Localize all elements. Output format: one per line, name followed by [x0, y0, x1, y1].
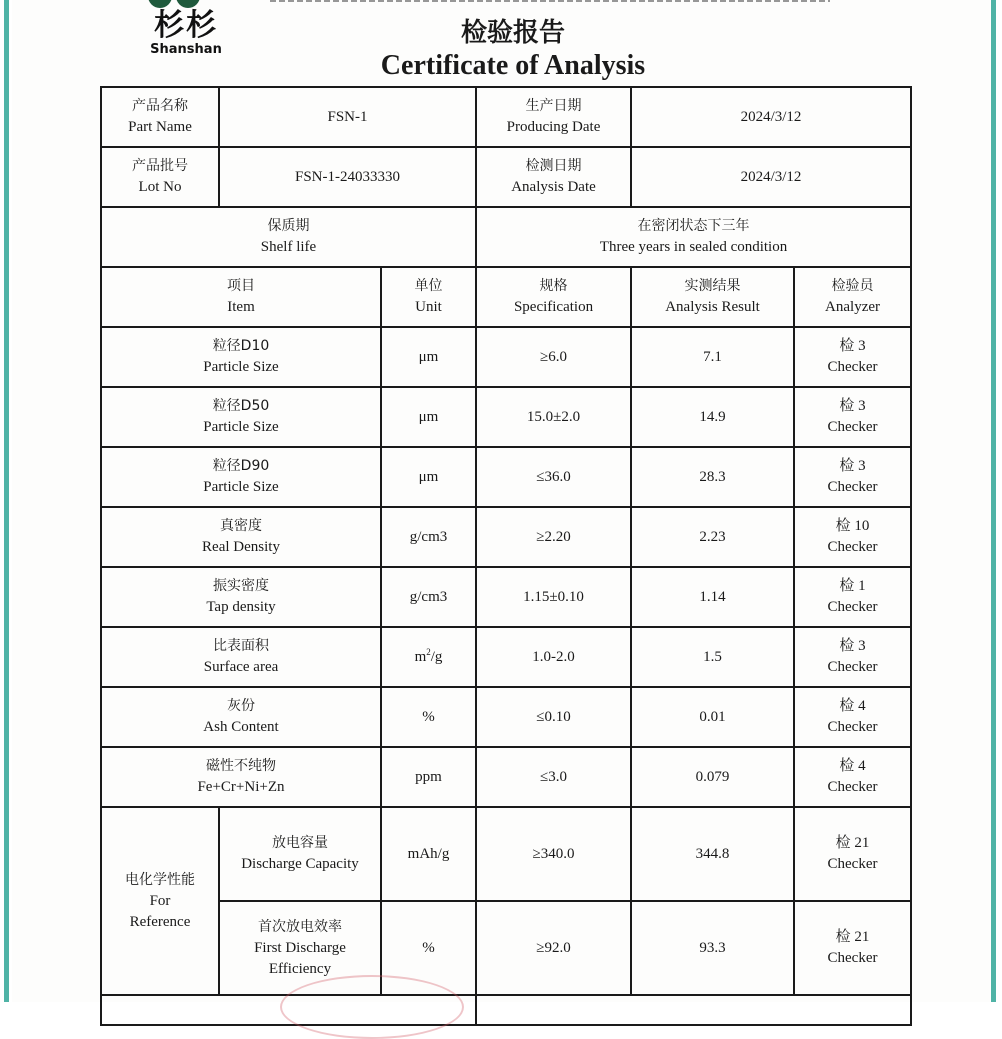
- spec-cell: ≤36.0: [476, 447, 631, 507]
- result-cell: 344.8: [631, 807, 794, 901]
- table-row: [101, 687, 911, 747]
- item-cell: 磁性不纯物 Fe+Cr+Ni+Zn: [101, 747, 381, 807]
- company-name-cropped: [270, 0, 830, 4]
- electrochem-group-label: 电化学性能 For Reference: [101, 807, 219, 995]
- unit-cell: %: [381, 687, 476, 747]
- table-row: [101, 567, 911, 627]
- result-cell: 7.1: [631, 327, 794, 387]
- table-row: [101, 627, 911, 687]
- table-row: [101, 901, 911, 995]
- analyzer-cell: 检 10 Checker: [794, 507, 911, 567]
- column-header-specification: 规格 Specification: [476, 267, 631, 327]
- table-row: [101, 507, 911, 567]
- unit-cell: $m^2/g$: [381, 627, 476, 687]
- analysis-date-label: 检测日期 Analysis Date: [476, 147, 631, 207]
- spec-cell: ≥92.0: [476, 901, 631, 995]
- footer-row: [101, 995, 911, 1025]
- column-header-unit: 单位 Unit: [381, 267, 476, 327]
- analyzer-cell: 检 3 Checker: [794, 627, 911, 687]
- lot-no-row: [101, 147, 911, 207]
- result-cell: 1.14: [631, 567, 794, 627]
- frame-border-left: [4, 0, 9, 1002]
- result-cell: 14.9: [631, 387, 794, 447]
- report-title-en: Certificate of Analysis: [380, 50, 646, 81]
- spec-cell: ≤0.10: [476, 687, 631, 747]
- column-header-row: [101, 267, 911, 327]
- certificate-table: [100, 86, 912, 1026]
- part-name-value: FSN-1: [219, 87, 476, 147]
- item-cell: 粒径D50 Particle Size: [101, 387, 381, 447]
- unit-cell: g/cm3: [381, 507, 476, 567]
- logo-text-cn: 杉杉: [154, 8, 218, 43]
- result-cell: 28.3: [631, 447, 794, 507]
- unit-cell: μm: [381, 447, 476, 507]
- shelf-life-label: 保质期 Shelf life: [101, 207, 476, 267]
- analyzer-cell: 检 3 Checker: [794, 327, 911, 387]
- producing-date-label: 生产日期 Producing Date: [476, 87, 631, 147]
- result-cell: 93.3: [631, 901, 794, 995]
- analyzer-cell: 检 21 Checker: [794, 901, 911, 995]
- column-header-analyzer: 检验员 Analyzer: [794, 267, 911, 327]
- unit-cell: ppm: [381, 747, 476, 807]
- unit-cell: mAh/g: [381, 807, 476, 901]
- spec-cell: 15.0±2.0: [476, 387, 631, 447]
- item-cell: 粒径D90 Particle Size: [101, 447, 381, 507]
- analyzer-cell: 检 4 Checker: [794, 687, 911, 747]
- result-cell: 1.5: [631, 627, 794, 687]
- result-cell: 2.23: [631, 507, 794, 567]
- logo-text-en: Shanshan: [150, 42, 222, 57]
- analysis-date-value: 2024/3/12: [631, 147, 911, 207]
- spec-cell: ≥340.0: [476, 807, 631, 901]
- part-name-label: 产品名称 Part Name: [101, 87, 219, 147]
- lot-no-value: FSN-1-24033330: [219, 147, 476, 207]
- footer-cell-right: [476, 995, 911, 1025]
- item-cell: 振实密度 Tap density: [101, 567, 381, 627]
- spec-cell: 1.0-2.0: [476, 627, 631, 687]
- analyzer-cell: 检 4 Checker: [794, 747, 911, 807]
- result-cell: 0.01: [631, 687, 794, 747]
- unit-cell: %: [381, 901, 476, 995]
- analyzer-cell: 检 21 Checker: [794, 807, 911, 901]
- analyzer-cell: 检 3 Checker: [794, 447, 911, 507]
- unit-cell: g/cm3: [381, 567, 476, 627]
- spec-cell: ≥2.20: [476, 507, 631, 567]
- unit-cell: μm: [381, 327, 476, 387]
- shelf-life-value: 在密闭状态下三年 Three years in sealed condition: [476, 207, 911, 267]
- spec-cell: ≥6.0: [476, 327, 631, 387]
- table-row: [101, 747, 911, 807]
- company-seal-stamp: [280, 975, 464, 1039]
- item-cell: 粒径D10 Particle Size: [101, 327, 381, 387]
- part-name-row: [101, 87, 911, 147]
- item-cell: 首次放电效率 First Discharge Efficiency: [219, 901, 381, 995]
- producing-date-value: 2024/3/12: [631, 87, 911, 147]
- table-row: [101, 807, 911, 901]
- spec-cell: ≤3.0: [476, 747, 631, 807]
- result-cell: 0.079: [631, 747, 794, 807]
- item-cell: 比表面积 Surface area: [101, 627, 381, 687]
- table-row: [101, 447, 911, 507]
- unit-cell: μm: [381, 387, 476, 447]
- report-title-cn: 检验报告: [460, 18, 565, 48]
- analyzer-cell: 检 1 Checker: [794, 567, 911, 627]
- analyzer-cell: 检 3 Checker: [794, 387, 911, 447]
- table-row: [101, 327, 911, 387]
- shelf-life-row: [101, 207, 911, 267]
- column-header-result: 实测结果 Analysis Result: [631, 267, 794, 327]
- item-cell: 放电容量 Discharge Capacity: [219, 807, 381, 901]
- spec-cell: 1.15±0.10: [476, 567, 631, 627]
- lot-no-label: 产品批号 Lot No: [101, 147, 219, 207]
- table-row: [101, 387, 911, 447]
- frame-border-right: [991, 0, 996, 1002]
- item-cell: 灰份 Ash Content: [101, 687, 381, 747]
- column-header-item: 项目 Item: [101, 267, 381, 327]
- item-cell: 真密度 Real Density: [101, 507, 381, 567]
